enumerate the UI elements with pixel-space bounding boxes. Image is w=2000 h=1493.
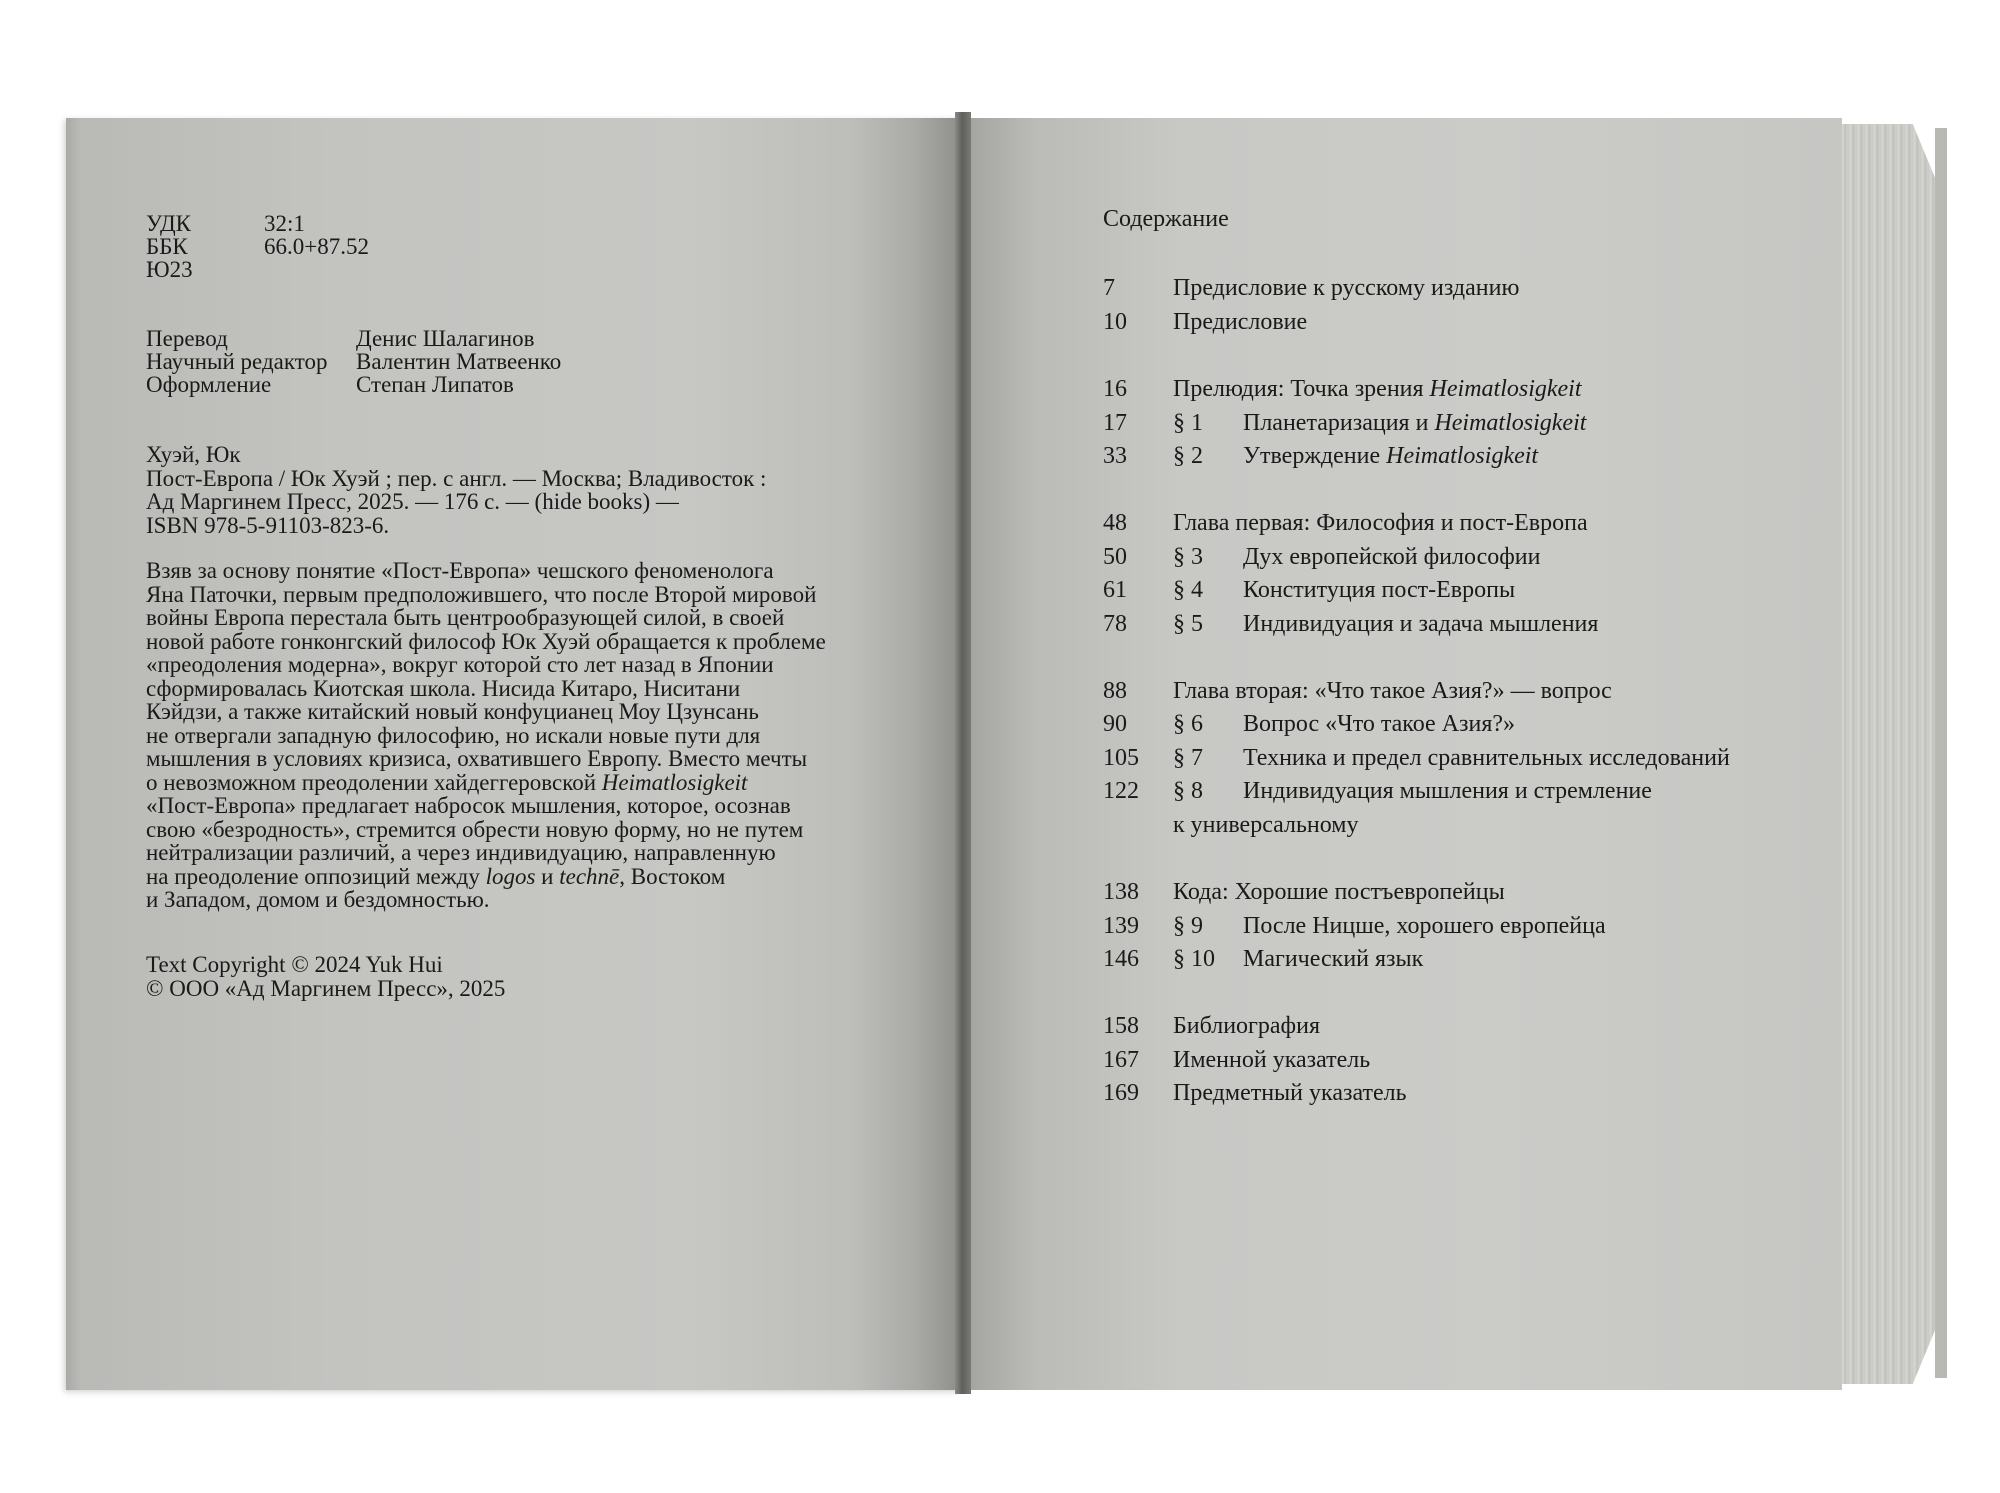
toc-label: [1173, 1081, 1407, 1105]
abstract-line: и Западом, домом и бездомностью.: [146, 887, 490, 912]
toc-label-text: Дух европейской философии: [1243, 544, 1541, 570]
toc-page-number: 146: [1103, 946, 1139, 972]
toc-label: [1243, 612, 1598, 636]
credit-row: [146, 372, 514, 397]
toc-label-italic: Heimatlosigkeit: [1429, 376, 1582, 402]
abstract-text: на преодоление оппозиций между: [146, 863, 486, 889]
toc-label: [1173, 1048, 1370, 1072]
toc-page-number: 167: [1103, 1047, 1139, 1073]
bib-line: Хуэй, Юк: [146, 442, 241, 467]
toc-page-number: 17: [1103, 410, 1127, 436]
bib-line: Ад Маргинем Пресс, 2025. — 176 с. — (hide books) —: [146, 489, 679, 514]
toc-label: [1243, 578, 1515, 602]
toc-label: [1243, 411, 1586, 435]
toc-page-number: 50: [1103, 544, 1127, 570]
toc-section-mark: § 3: [1173, 544, 1203, 570]
abstract-line: [146, 865, 826, 889]
back-cover-edge: [1935, 128, 1947, 1378]
toc-page-number: 158: [1103, 1013, 1139, 1039]
abstract-line: сформировалась Киотская школа. Нисида Китаро, Ниситани: [146, 675, 741, 701]
toc-label: [1173, 813, 1359, 837]
toc-title: Содержание: [1103, 206, 1229, 232]
abstract-line: нейтрализации различий, а через индивидуацию, направленную: [146, 840, 776, 865]
credit-name: Денис Шалагинов: [356, 326, 535, 351]
bibliographic-record: [146, 443, 766, 537]
toc-label: [1243, 914, 1606, 938]
toc-section-mark: § 10: [1173, 946, 1215, 972]
toc-page-number: 138: [1103, 879, 1139, 905]
abstract-italic: logos: [485, 863, 536, 889]
toc-label-text: Глава первая: Философия и пост-Европа: [1173, 510, 1588, 536]
toc-label-text: Планетаризация и: [1243, 410, 1435, 436]
page-block-edges: [1840, 124, 1944, 1384]
toc-label: [1243, 779, 1652, 803]
toc-label: [1243, 746, 1730, 770]
catalog-value: 32:1: [264, 211, 305, 236]
abstract-italic: Heimatlosigkeit: [601, 769, 748, 795]
toc-label-text: Вопрос «Что такое Азия?»: [1243, 711, 1516, 737]
toc-label-text: Прелюдия: Точка зрения: [1173, 376, 1430, 402]
toc-label: [1173, 880, 1505, 904]
toc-label: [1243, 545, 1541, 569]
abstract-line: «преодоления модерна», вокруг которой сто лет назад в Японии: [146, 652, 774, 677]
toc-label: [1173, 679, 1612, 703]
toc-label-italic: Heimatlosigkeit: [1434, 410, 1587, 436]
copyright: [146, 953, 505, 1000]
credit-role: Оформление: [146, 372, 272, 397]
abstract-line: Кэйдзи, а также китайский новый конфуцианец Моу Цзунсань: [146, 699, 759, 724]
credit-role: Перевод: [146, 326, 228, 351]
abstract-line: Яна Паточки, первым предположившего, что после Второй мировой: [146, 581, 817, 607]
toc-label: [1243, 947, 1423, 971]
toc-label: [1173, 276, 1519, 300]
copyright-line: Text Copyright © 2024 Yuk Hui: [146, 952, 443, 977]
toc-label-text: Индивидуация и задача мышления: [1243, 611, 1599, 637]
toc-label-text: Предметный указатель: [1173, 1080, 1407, 1106]
toc-label: [1243, 712, 1515, 736]
toc-label: [1173, 310, 1307, 334]
toc-label-text: Утверждение: [1243, 443, 1387, 469]
abstract-text: и: [535, 863, 560, 889]
abstract-italic: technē: [559, 863, 620, 889]
catalog-key: ББК: [146, 234, 188, 259]
abstract-line: мышления в условиях кризиса, охватившего Европу. Вместо мечты: [146, 746, 808, 771]
abstract-text: , Востоком: [619, 863, 726, 889]
toc-label: [1243, 444, 1538, 468]
toc-label-text: После Ницше, хорошего европейца: [1243, 913, 1606, 939]
toc-page-number: 48: [1103, 510, 1127, 536]
credit-row: [146, 349, 562, 374]
abstract-line: свою «безродность», стремится обрести новую форму, но не путем: [146, 816, 804, 842]
toc-label-text: Библиография: [1173, 1013, 1320, 1039]
toc-section-mark: § 9: [1173, 913, 1203, 939]
toc-section-mark: § 4: [1173, 577, 1203, 603]
toc-page-number: 78: [1103, 611, 1127, 637]
toc-page-number: 88: [1103, 678, 1127, 704]
copyright-line: © ООО «Ад Маргинем Пресс», 2025: [146, 975, 506, 1001]
catalog-key: УДК: [146, 211, 191, 236]
toc-label-text: к универсальному: [1173, 812, 1359, 838]
toc-page-number: 105: [1103, 745, 1139, 771]
toc-label: [1173, 1014, 1320, 1038]
toc-page-number: 7: [1103, 275, 1115, 301]
abstract-line: «Пост-Европа» предлагает набросок мышления, которое, осознав: [146, 793, 791, 818]
abstract-line: новой работе гонконгский философ Юк Хуэй обращается к проблеме: [146, 628, 826, 654]
toc-section-mark: § 8: [1173, 778, 1203, 804]
toc-label-text: Магический язык: [1243, 946, 1424, 972]
toc-page-number: 10: [1103, 309, 1127, 335]
bib-line: Пост-Европа / Юк Хуэй ; пер. с англ. — Москва; Владивосток :: [146, 465, 767, 491]
toc-section-mark: § 6: [1173, 711, 1203, 737]
credit-role: Научный редактор: [146, 349, 328, 374]
bib-line: ISBN 978-5-91103-823-6.: [146, 512, 390, 538]
toc-page-number: 61: [1103, 577, 1127, 603]
toc-label-text: Предисловие: [1173, 309, 1308, 335]
toc-label-text: Кода: Хорошие постъевропейцы: [1173, 879, 1505, 905]
toc-page-number: 33: [1103, 443, 1127, 469]
toc-label-text: Предисловие к русскому изданию: [1173, 275, 1520, 301]
credit-row: [146, 326, 535, 351]
abstract-line: не отвергали западную философию, но искали новые пути для: [146, 722, 761, 748]
abstract: [146, 559, 826, 912]
toc-page-number: 122: [1103, 778, 1139, 804]
toc-label-text: Глава вторая: «Что такое Азия?» — вопрос: [1173, 678, 1612, 704]
toc-page-number: 139: [1103, 913, 1139, 939]
toc-label-text: Именной указатель: [1173, 1047, 1371, 1073]
toc-label-text: Техника и предел сравнительных исследований: [1243, 745, 1730, 771]
toc-page-number: 90: [1103, 711, 1127, 737]
toc-section-mark: § 5: [1173, 611, 1203, 637]
toc-label: [1173, 377, 1582, 401]
abstract-line: войны Европа перестала быть центрообразующей силой, в своей: [146, 605, 785, 630]
toc-page-number: 16: [1103, 376, 1127, 402]
credit-name: Степан Липатов: [356, 372, 514, 397]
toc-label: [1173, 511, 1588, 535]
toc-label-text: Индивидуация мышления и стремление: [1243, 778, 1652, 804]
credit-name: Валентин Матвеенко: [356, 349, 562, 374]
catalog-value: 66.0+87.52: [264, 234, 369, 259]
toc-page-number: 169: [1103, 1080, 1139, 1106]
toc-section-mark: § 7: [1173, 745, 1203, 771]
abstract-line: [146, 771, 826, 795]
catalog-key: Ю23: [146, 257, 193, 282]
toc-label-italic: Heimatlosigkeit: [1386, 443, 1539, 469]
toc-section-mark: § 1: [1173, 410, 1203, 436]
toc-label-text: Конституция пост-Европы: [1243, 577, 1516, 603]
abstract-text: о невозможном преодолении хайдеггеровской: [146, 769, 602, 795]
book-gutter: [955, 112, 971, 1394]
abstract-line: Взяв за основу понятие «Пост-Европа» чешского феноменолога: [146, 558, 774, 583]
toc-section-mark: § 2: [1173, 443, 1203, 469]
